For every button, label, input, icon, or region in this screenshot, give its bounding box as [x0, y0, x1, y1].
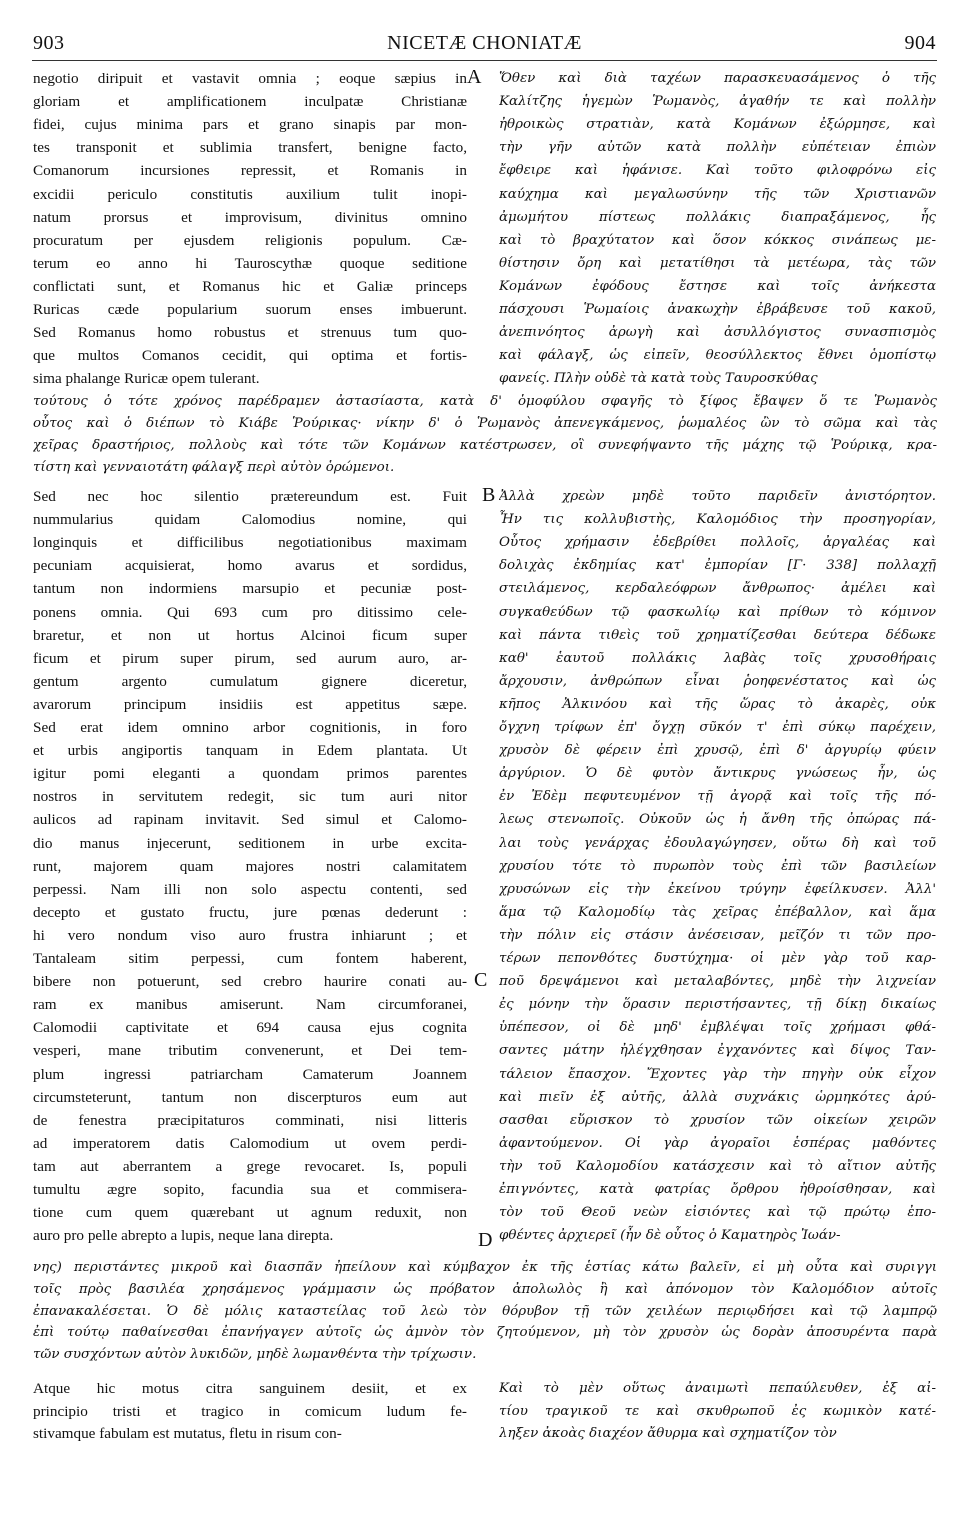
- header-rule: [32, 60, 937, 61]
- text-line: ποῦ δρεψάμενοι καὶ μεταλαβόντες, μηδὲ τὴν λιχνείαν: [499, 974, 936, 990]
- text-line: igitur pomi eleganti a quondam primos parentes: [33, 765, 467, 783]
- text-line: perpessi. Nam illi non solo aspectu contenti, sed: [33, 880, 467, 898]
- text-line: λεως στενωποῖς. Οὐκοῦν ὡς ἡ ἄνθη τῆς ὀπώρας πά-: [499, 812, 936, 828]
- text-line: ἀμωμήτου πίστεως πολλάκις διαπραξάμενος, ἧς: [499, 209, 936, 225]
- text-line: vesperi, mane tributim convenerunt, et Dei tem-: [33, 1042, 467, 1060]
- text-line: τὴν τοῦ Καλομοδίου κατάσχεσιν καὶ τὸ αἴτιον αὐτῆς: [499, 1158, 936, 1174]
- text-line: χρυσίου τότε τὸ πυρωπὸν τοὺς ἐπὶ τῶν βασιλείων: [499, 858, 936, 874]
- text-line: λαι τοὺς γενάρχας ἐδουλαγώγησεν, οὕτω δὴ καὶ τοῦ: [499, 835, 936, 851]
- section-marker-c: C: [474, 969, 488, 991]
- text-line: auro pro pelle abrepto a lupis, neque lana direpta.: [33, 1227, 334, 1245]
- text-line: τὸν τοῦ Θεοῦ νεὼν εἰσιόντες καὶ τῷ πρώτῳ ἐπο-: [499, 1205, 936, 1221]
- text-line: χρυσὸν δὲ φέρειν ἐπὶ χρυσῷ, ἐπὶ δ' ἀργυρίῳ φύειν: [499, 743, 936, 759]
- text-line: plum ingressi patriarcham Camaterum Joannem: [33, 1065, 467, 1083]
- text-line: συγκαθεύδων τῷ φασκωλίῳ καὶ πρίθων τὸ κόμινον: [499, 604, 936, 620]
- text-line: καὶ φάλαγξ, ὡς εἰπεῖν, θεοσύλλεκτος ἔθνει ὁμοπίστῳ: [499, 348, 936, 364]
- text-line: κῆπος Ἀλκινόου καὶ τῆς ὥρας τὸ ἀκαρὲς, οὐκ: [499, 696, 936, 712]
- text-line: Atque hic motus citra sanguinem desiit, et ex: [33, 1380, 467, 1397]
- text-line: Ruricas cæde popularium suorum enses imbuerunt.: [33, 301, 467, 318]
- text-line: que multos Comanos cecidit, qui optima et fortis-: [33, 347, 467, 365]
- text-line: Ἀλλὰ χρεὼν μηδὲ τοῦτο παριδεῖν ἀνιστόρητον.: [499, 489, 936, 504]
- text-line: Ἦν τις κολλυβιστὴς, Καλομόδιος τὴν προσηγορίαν,: [499, 512, 936, 528]
- text-line: χεῖρας δραστήριος, πολλοὺς καὶ τότε τῶν Κομάνων κατέστρωσεν, οἳ συνεφήψαντο τῆς μάχης τῷ Ῥούρικᾳ, κρα-: [33, 437, 937, 453]
- text-line: Καλίτζης ἡγεμὼν Ῥωμανὸς, ἀγαθήν τε καὶ πολλὴν: [499, 94, 936, 110]
- text-line: fidei, cujus minima pars et grano sinapis par mon-: [33, 116, 467, 134]
- text-line: longinquis et difficilibus negotiationibus maximam: [33, 534, 467, 552]
- text-line: φθέντες ἀρχιερεῖ (ἦν δὲ οὗτος ὁ Καματηρὸς Ἰωάν-: [499, 1228, 841, 1244]
- text-line: ἔφθειρε καὶ ἠφάνισε. Καὶ τοῦτο φιλοφρόνω εἰς: [499, 163, 936, 179]
- text-line: principio tristi et tragico in comicum ludum fe-: [33, 1402, 467, 1420]
- text-line: aulicos ad rapinam invitavit. Sed simul et Calomo-: [33, 811, 467, 829]
- text-line: τοῖς πρὸς βασιλέα χρησάμενος γράμμασιν ὡς πρόβατον ἀπολωλὸς ἢ καὶ ἀπόνομον τὸν Καλομόδιον αὐτοῖς: [33, 1281, 937, 1297]
- text-line: δολιχὰς ἐκδημίας κατ' ἐμπορίαν [Γ· 338] πολλαχῇ: [499, 558, 936, 574]
- text-line: runt, majorem quam majores nostri calamitatem: [33, 857, 467, 875]
- text-line: ἐπιγνόντες, κατὰ φατρίας ὄρθρου ἠθροίσθησαν, καὶ: [499, 1182, 936, 1197]
- text-line: Καὶ τὸ μὲν οὕτως ἀναιμωτὶ πεπαύλευθεν, ἐξ αἰ-: [499, 1381, 936, 1396]
- text-line: ad imperatorem datis Calomodium ut ovem perdi-: [33, 1134, 467, 1152]
- text-line: τίστη καὶ γενναιοτάτη φάλαγξ περὶ αὐτὸν ὁρώμενοι.: [33, 459, 395, 475]
- section-marker-d: D: [478, 1229, 493, 1251]
- text-line: Οὗτος χρήμασιν ἐδεβρίθει πολλοῖς, ἀργαλέας καὶ: [499, 535, 936, 551]
- text-line: nummularius quidam Calomodius nomine, qui: [33, 511, 467, 529]
- text-line: Ὅθεν καὶ διὰ ταχέων παρασκευασάμενος ὁ τῆς: [499, 71, 936, 86]
- text-line: τέρων πεπονθότες δυστύχημα· οἱ μὲν γὰρ τοῦ καρ-: [499, 951, 936, 966]
- text-line: καὶ τὸ βραχύτατον καὶ ὅσον κόκκος σινάπεως με-: [499, 232, 936, 248]
- text-line: braretur, et non ut hortus Alcinoi ficum super: [33, 626, 467, 644]
- text-line: de fenestra præcipitaturos comminati, nisi litteris: [33, 1111, 467, 1129]
- text-line: ἠθροικὼς στρατιὰν, κατὰ Κομάνων ἐξώρμησε, καὶ: [499, 117, 936, 133]
- text-line: tam aut aberrantem a grege revocaret. Is, populi: [33, 1157, 467, 1175]
- text-line: Sed nec hoc silentio prætereundum est. Fuit: [33, 488, 467, 505]
- text-line: καθ' ἑαυτοῦ πολλάκις λαβὰς τοῖς χρυσοθήραις: [499, 650, 936, 666]
- text-line: et urbis angiportis tanquam in Edem plantata. Ut: [33, 742, 467, 760]
- left-page-number: 903: [33, 32, 65, 54]
- text-line: negotio diripuit et vastavit omnia ; eoque sæpius in: [33, 70, 467, 87]
- text-line: τὴν πόλιν εἰς στάσιν ἀνέσεισαν, μεῖζόν τι τῶν προ-: [499, 927, 936, 943]
- text-line: gentum argento cumulatum gignere diceretur,: [33, 672, 467, 690]
- text-line: dio manus injecerunt, seditionem in urbe excita-: [33, 834, 467, 852]
- text-line: nostros in servitutem redegit, sic tum auri nitor: [33, 788, 467, 806]
- text-line: ἐπὶ τούτῳ παθαίνεσθαι ἐπανήγαγεν αὐτοῖς ὡς ἀμνὸν τὸν ζητούμενον, μὴ τὸν χρυσὸν ὡς δορὰν ἀποσυρέντα παρὰ: [33, 1325, 937, 1341]
- text-line: ληξεν ἀκοὰς διαχέον ἄθυρμα καὶ σχηματίζον τὸν: [499, 1426, 837, 1441]
- text-line: hi vero nondum viso auro frustra inhiarunt ; et: [33, 926, 467, 944]
- text-line: ficum et pirum super pirum, sed aurum auro, ar-: [33, 649, 467, 667]
- text-line: καὶ πιεῖν ἐξ αὐτῆς, ἀλλὰ συχνάκις ὡρμηκότες ἀρύ-: [499, 1089, 936, 1105]
- text-line: ἐπανακαλέσεται. Ὁ δὲ μόλις καταστείλας τοῦ λεὼ τὸν θόρυβον τῇ τῶν χειλέων περιῳδήσει καὶ τῷ λαμπρῷ: [33, 1303, 937, 1319]
- text-line: τούτους ὁ τότε χρόνος παρέδραμεν ἀστασίαστα, κατὰ δ' ὁμοφύλου σφαγῆς τὸ ξίφος ἔβαψεν ὅ τε Ῥωμανὸς: [33, 394, 937, 409]
- text-line: conflictati sunt, et Romanus hic et Galiæ princeps: [33, 277, 467, 295]
- text-line: θίστησιν ὄρη καὶ μετατίθησι τὰ μετέωρα, τὰς τῶν: [499, 255, 936, 271]
- text-line: circumsteterunt, tantum non discerpturos eum aut: [33, 1088, 467, 1106]
- text-line: ram ex manibus amiserunt. Nam circumforanei,: [33, 996, 467, 1014]
- text-line: bibere non potuerunt, sed crebro haurire conati au-: [33, 973, 467, 991]
- text-line: Comanorum incursiones repressit, et Romanis in: [33, 162, 467, 180]
- text-line: excidii periculo constitutis auxilium tulit inopi-: [33, 185, 467, 203]
- text-line: Calomodii captivitate et 694 causa ejus cognita: [33, 1019, 467, 1037]
- text-line: τὴν γῆν αὐτῶν κατὰ πολλὴν εὐπέτειαν ἐπιὼν: [499, 140, 936, 156]
- text-line: terum eo anno hi Tauroscythæ quoque seditione: [33, 254, 467, 272]
- text-line: στειλάμενος, κερδαλεόφρων ἄνθρωπος· ἀμέλει καὶ: [499, 581, 936, 597]
- text-line: tione cum quem quærebant ut agnum reduxit, non: [33, 1204, 467, 1222]
- text-line: οὗτος καὶ ὁ διέπων τὸ Κιάβε Ῥούρικας· νίκην δ' ὁ Ῥωμανὸς ἀπενεγκάμενος, ῥωμαλέος ὢν τὸ σῶμα καὶ τὰς: [33, 415, 937, 431]
- text-line: decepto et gustato fructu, jure pœnas dederunt :: [33, 903, 467, 921]
- text-line: καύχημα καὶ μεγαλωσύνην τῆς τῶν Χριστιανῶν: [499, 186, 936, 202]
- text-line: Tantaleam sitim perpessi, cum fontem haberent,: [33, 950, 467, 967]
- text-line: ὑπέπεσον, οἱ δὲ μηδ' ἐμβλέψαι τοῖς χρήμασι φθά-: [499, 1020, 936, 1036]
- text-line: καὶ πάντα τιθεὶς τοῦ χρηματίζεσθαι δεύτερα δέδωκε: [499, 627, 936, 643]
- text-line: ἐς μόνην τὴν ὅρασιν περιστήσαντες, τῇ δίκῃ δικαίως: [499, 997, 936, 1013]
- section-marker-b: B: [482, 484, 496, 506]
- text-line: Sed Romanus homo robustus et strenuus tum quo-: [33, 324, 467, 342]
- text-line: ἄρχουσιν, ἀνθρώπων εἶναι ῥοηφενέστατος καὶ ὡς: [499, 673, 936, 689]
- text-line: avarorum principum insidiis est appetitus sæpe.: [33, 695, 467, 713]
- text-line: pecuniam acquisierat, homo avarus et sordidus,: [33, 557, 467, 575]
- text-line: ὄγχνη τρίφων ἐπ' ὄγχῃ σῦκόν τ' ἐπὶ σύκῳ παρέχειν,: [499, 720, 936, 735]
- running-title: NICETÆ CHONIATÆ: [387, 32, 582, 54]
- text-line: πάσχουσι Ῥωμαίοις ἀνακωχὴν ἐβράβευσε τοῦ κακοῦ,: [499, 302, 936, 317]
- section-marker-a: A: [467, 66, 482, 88]
- text-line: σασθαι εὕρισκον τὸ χρυσίον τῶν οἰκείων χειρῶν: [499, 1112, 936, 1128]
- text-line: ἀργύριον. Ὁ δὲ φυτὸν ἄντικρυς γνώσεως ἦν, ὡς: [499, 766, 936, 782]
- text-line: Κομάνων ἐφόδους ἔστησε καὶ τοῖς ἀνήκεστα: [499, 278, 936, 294]
- text-line: tes transponit et sublimia transfert, benigne facto,: [33, 139, 467, 157]
- text-line: natum prorsus et improvisum, divinitus omnino: [33, 208, 467, 226]
- text-line: ἐν Ἐδὲμ πεφυτευμένον τῇ ἀγορᾷ καὶ τοῖς τῆς πό-: [499, 789, 936, 805]
- right-page-number: 904: [904, 32, 936, 54]
- text-line: tantum non indormiens marsupio et pecuniæ post-: [33, 580, 467, 598]
- text-line: gloriam et amplificationem inculpatæ Christianæ: [33, 93, 467, 111]
- text-line: tumultu ægre sopito, facundia sua et commisera-: [33, 1181, 467, 1198]
- text-line: σαντες μάτην ἠλέγχθησαν ἐγχανόντες καὶ δίψος Ταν-: [499, 1043, 936, 1059]
- text-line: ponens omnia. Qui 693 cum pro ditissimo cele-: [33, 603, 467, 621]
- text-line: τίου τραγικοῦ τε καὶ σκυθρωποῦ ἐς κωμικὸν κατέ-: [499, 1403, 936, 1419]
- text-line: νης) περιστάντες μικροῦ καὶ διασπᾶν ἠπείλουν καὶ κύμβαχον ἐκ τῆς ἑστίας κάτω βαλεῖν, εἰ μὴ οὗτα καὶ συριγγι: [33, 1260, 937, 1275]
- text-line: sima phalange Ruricæ opem tulerant.: [33, 370, 260, 388]
- text-line: stivamque fabulam est mutatus, fletu in risum con-: [33, 1425, 342, 1442]
- text-line: ἀφαντούμενον. Οἱ γὰρ ἀγοραῖοι ἑσπέρας μαθόντες: [499, 1135, 936, 1151]
- text-line: χρυσώνων εἰς τὴν ἐκείνου τρύγην ἐφείλκυσεν. Ἀλλ': [499, 881, 936, 897]
- text-line: ἀνεπινόητος ἀρωγὴ καὶ ἀσυλλόγιστος συνασπισμὸς: [499, 325, 936, 341]
- text-line: procuratum per ejusdem religionis populum. Cæ-: [33, 231, 467, 249]
- text-line: τῶν συσχόντων αὐτὸν λυκιδῶν, μηδὲ λωμανθέντα τὴν τρίχωσιν.: [33, 1347, 477, 1363]
- text-line: Sed erat idem omnino arbor cognitionis, in foro: [33, 719, 467, 736]
- text-line: τάλειον ἔπασχον. Ἔχοντες γὰρ τὴν πηγὴν οὐκ εἶχον: [499, 1066, 936, 1082]
- text-line: ἅμα τῷ Καλομοδίῳ τὰς χεῖρας ἐπέβαλλον, καὶ ἅμα: [499, 904, 936, 920]
- text-line: φανείς. Πλὴν οὐδὲ τὰ κατὰ τοὺς Ταυροσκύθας: [499, 371, 818, 387]
